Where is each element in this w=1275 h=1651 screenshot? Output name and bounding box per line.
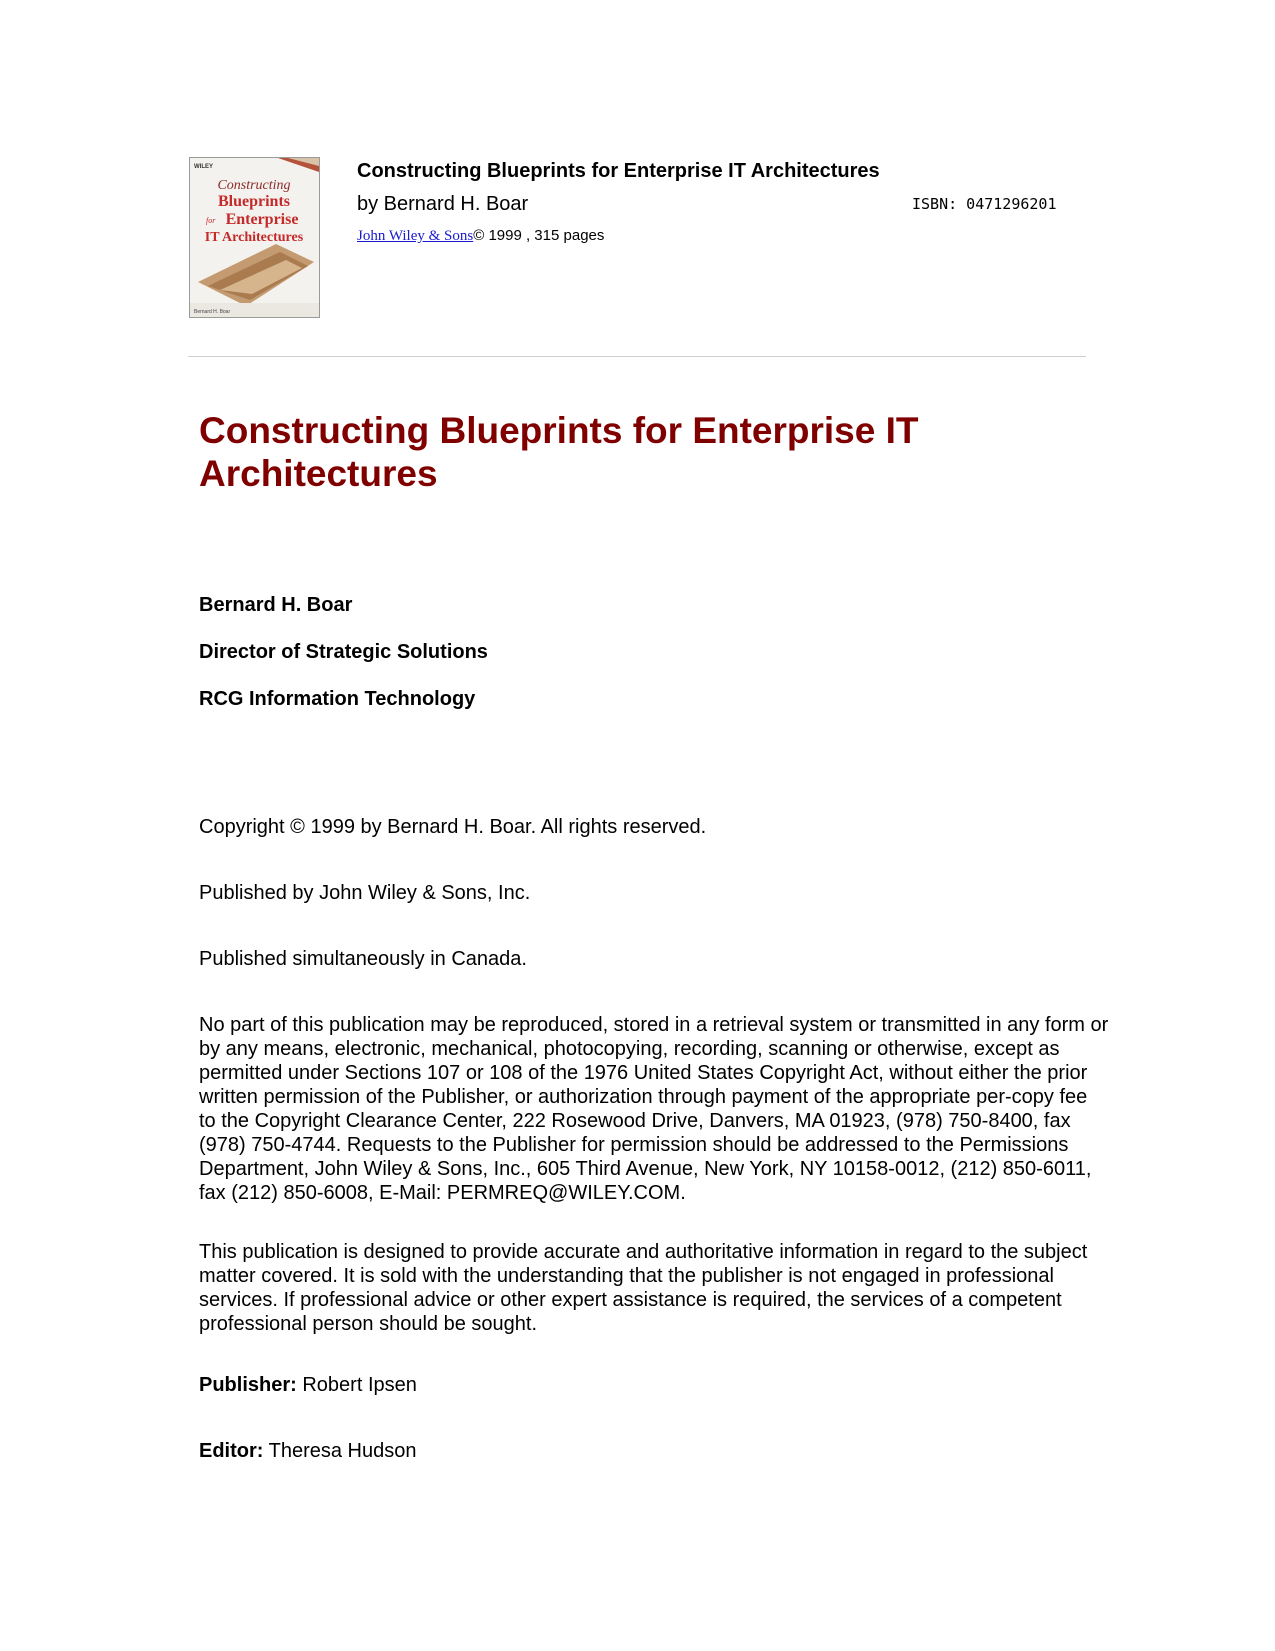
editor-credit xyxy=(199,1439,1109,1463)
header-isbn: ISBN: 0471296201 xyxy=(912,195,1057,213)
cover-title-line1: Constructing xyxy=(217,178,291,193)
copyright-notice: Copyright © 1999 by Bernard H. Boar. All rights reserved. xyxy=(199,816,707,838)
author-name: Bernard H. Boar xyxy=(199,594,353,616)
header-publication-info xyxy=(357,227,604,245)
publisher-link[interactable]: John Wiley & Sons xyxy=(357,228,474,244)
permissions-paragraph: No part of this publication may be reproduced, stored in a retrieval system or transmitted in any form or by any means, electronic, mechanical, photocopying, recording, scanning or otherwise, except as permitted under Sections 107 or 108 of the 1976 United States Copyright Act, without either the prior written permission of the Publisher, or authorization through payment of the appropriate per-copy fee to the Copyright Clearance Center, 222 Rosewood Drive, Danvers, MA 01923, (978) 750-8400, fax (978) 750-4744. Requests to the Publisher for permission should be addressed to the Permissions Department, John Wiley & Sons, Inc., 605 Third Avenue, New York, NY 10158-0012, (212) 850-6011, fax (212) 850-6008, E-Mail: PERMREQ@WILEY.COM. xyxy=(199,1014,1109,1204)
cover-author: Bernard H. Boar xyxy=(194,309,231,315)
cover-title-line4: IT Architectures xyxy=(204,230,304,245)
book-cover-art xyxy=(190,158,319,317)
author-company: RCG Information Technology xyxy=(199,688,476,710)
editor-label: Editor: xyxy=(199,1440,264,1462)
book-cover-image xyxy=(189,157,320,318)
header-author: by Bernard H. Boar xyxy=(357,193,529,215)
publisher-label: Publisher: xyxy=(199,1374,297,1396)
cover-title-line3: Enterprise xyxy=(225,211,299,228)
page-title: Constructing Blueprints for Enterprise IT Architectures xyxy=(199,410,919,494)
header-book-title: Constructing Blueprints for Enterprise IT Architectures xyxy=(357,160,880,182)
publisher-credit xyxy=(199,1373,1109,1397)
cover-title-for: for xyxy=(206,216,216,225)
author-position: Director of Strategic Solutions xyxy=(199,641,488,663)
header-divider xyxy=(188,356,1086,357)
disclaimer-paragraph: This publication is designed to provide accurate and authoritative information in regard to the subject matter covered. It is sold with the understanding that the publisher is not engaged in professional services. If professional advice or other expert assistance is required, the services of a competent professional person should be sought. xyxy=(199,1241,1088,1335)
cover-title-line2: Blueprints xyxy=(217,193,291,210)
cover-publisher-logo: WILEY xyxy=(194,164,213,170)
published-by: Published by John Wiley & Sons, Inc. xyxy=(199,882,531,904)
publication-details: © 1999 , 315 pages xyxy=(473,227,605,244)
published-canada: Published simultaneously in Canada. xyxy=(199,948,527,970)
editor-value: Theresa Hudson xyxy=(263,1440,417,1462)
publisher-value: Robert Ipsen xyxy=(296,1374,417,1396)
